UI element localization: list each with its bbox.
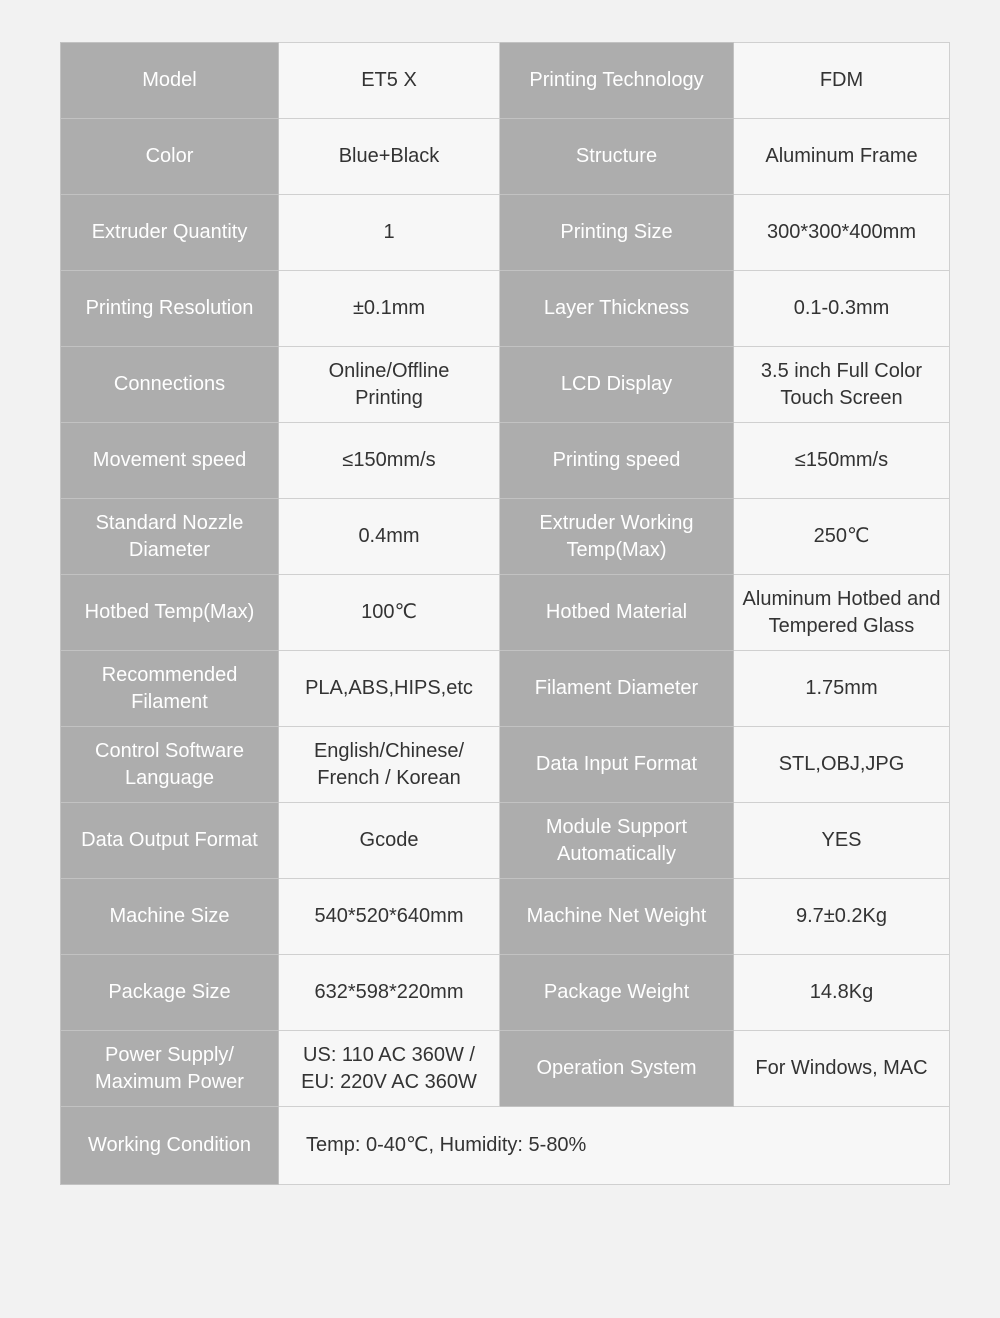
spec-label: Working Condition [61,1107,279,1185]
spec-value: PLA,ABS,HIPS,etc [279,651,500,727]
spec-label: Color [61,119,279,195]
spec-value: US: 110 AC 360W / EU: 220V AC 360W [279,1031,500,1107]
spec-label: Model [61,43,279,119]
spec-label: Data Output Format [61,803,279,879]
spec-value: English/Chinese/ French / Korean [279,727,500,803]
spec-row-machine-size [61,879,950,955]
spec-row-printing-resolution [61,271,950,347]
spec-value: Blue+Black [279,119,500,195]
spec-value: 250℃ [734,499,950,575]
spec-label: Hotbed Temp(Max) [61,575,279,651]
spec-value: 9.7±0.2Kg [734,879,950,955]
spec-label: Extruder Quantity [61,195,279,271]
spec-row-data-output-format [61,803,950,879]
spec-value: 3.5 inch Full Color Touch Screen [734,347,950,423]
spec-row-color [61,119,950,195]
spec-value: 632*598*220mm [279,955,500,1031]
spec-value: 0.4mm [279,499,500,575]
spec-value: Aluminum Hotbed and Tempered Glass [734,575,950,651]
spec-label: Package Weight [500,955,734,1031]
spec-label: Standard Nozzle Diameter [61,499,279,575]
spec-label: Extruder Working Temp(Max) [500,499,734,575]
spec-label: Package Size [61,955,279,1031]
spec-value: For Windows, MAC [734,1031,950,1107]
spec-label: Module Support Automatically [500,803,734,879]
spec-value: Aluminum Frame [734,119,950,195]
spec-row-power-supply [61,1031,950,1107]
spec-value: 100℃ [279,575,500,651]
spec-row-model [61,43,950,119]
spec-label: Movement speed [61,423,279,499]
spec-label: Recommended Filament [61,651,279,727]
spec-label: Machine Size [61,879,279,955]
spec-value: 1.75mm [734,651,950,727]
spec-label: Connections [61,347,279,423]
spec-label: Printing Size [500,195,734,271]
spec-label: Layer Thickness [500,271,734,347]
spec-row-hotbed-temp [61,575,950,651]
spec-row-package-size [61,955,950,1031]
spec-table [60,42,950,1185]
spec-label: Operation System [500,1031,734,1107]
spec-value: STL,OBJ,JPG [734,727,950,803]
spec-label: LCD Display [500,347,734,423]
spec-label: Printing Technology [500,43,734,119]
spec-row-movement-speed [61,423,950,499]
spec-value: 0.1-0.3mm [734,271,950,347]
spec-row-connections [61,347,950,423]
spec-value: ±0.1mm [279,271,500,347]
spec-value: Temp: 0-40℃, Humidity: 5-80% [279,1107,950,1185]
spec-label: Printing Resolution [61,271,279,347]
spec-label: Control Software Language [61,727,279,803]
spec-value: ≤150mm/s [279,423,500,499]
spec-value: FDM [734,43,950,119]
spec-value: ET5 X [279,43,500,119]
spec-value: 300*300*400mm [734,195,950,271]
spec-label: Data Input Format [500,727,734,803]
spec-row-recommended-filament [61,651,950,727]
spec-row-software-language [61,727,950,803]
spec-value: 540*520*640mm [279,879,500,955]
spec-label: Structure [500,119,734,195]
spec-value: ≤150mm/s [734,423,950,499]
spec-label: Power Supply/ Maximum Power [61,1031,279,1107]
spec-value: YES [734,803,950,879]
spec-value: Online/Offline Printing [279,347,500,423]
spec-value: 1 [279,195,500,271]
spec-row-nozzle-diameter [61,499,950,575]
spec-label: Printing speed [500,423,734,499]
spec-label: Filament Diameter [500,651,734,727]
spec-value: Gcode [279,803,500,879]
spec-value: 14.8Kg [734,955,950,1031]
spec-label: Machine Net Weight [500,879,734,955]
spec-label: Hotbed Material [500,575,734,651]
spec-row-working-condition [61,1107,950,1185]
spec-row-extruder-quantity [61,195,950,271]
